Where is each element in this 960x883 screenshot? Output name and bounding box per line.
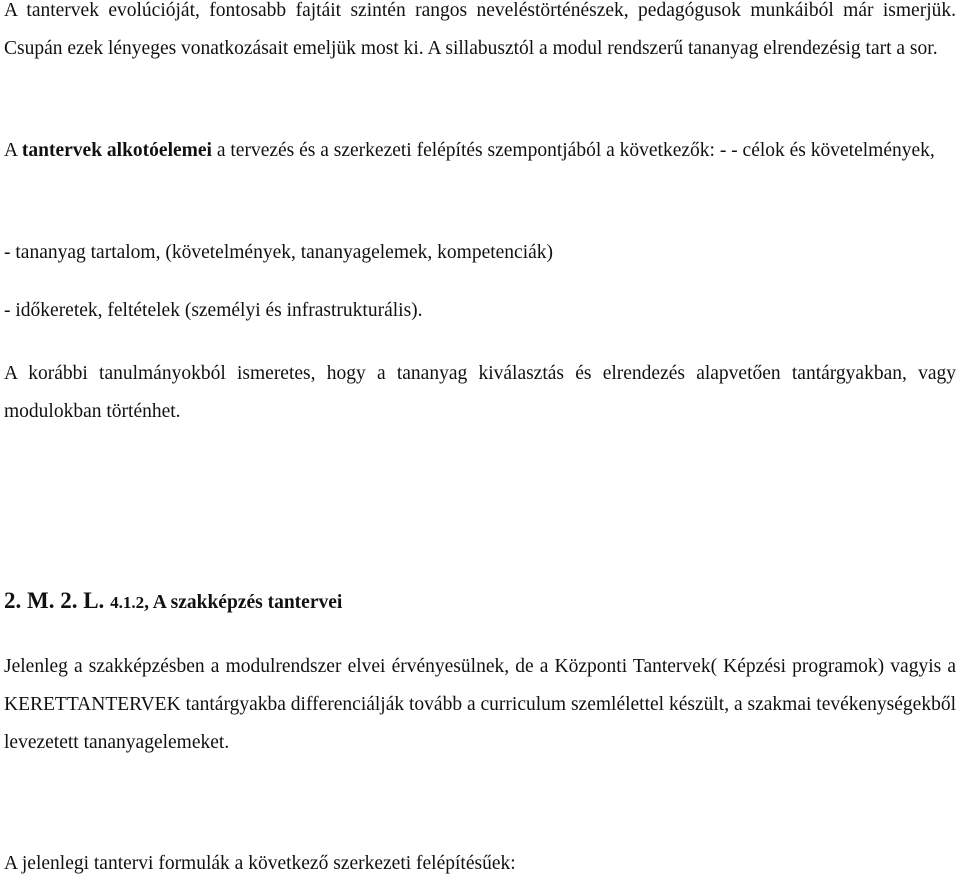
paragraph-tantervi-formulak: A jelenlegi tantervi formulák a következő szerkezeti felépítésűek: — [4, 853, 516, 874]
list-item-idokeretek: - időkeretek, feltételek (személyi és infrastrukturális). — [4, 300, 423, 321]
heading-subnumber: 4.1.2 — [110, 593, 145, 612]
paragraph-tanterv-alkotoelemek — [4, 132, 956, 170]
paragraph-rest-text: a tervezés és a szerkezeti felépítés szempontjából a következők: - - célok és követelmények, — [211, 140, 935, 161]
list-item-tananyag: - tananyag tartalom, (követelmények, tananyagelemek, kompetenciák) — [4, 242, 554, 263]
paragraph-tanterv-evolucio: A tantervek evolúcióját, fontosabb fajtáit szintén rangos neveléstörténészek, pedagógusok munkáiból már ismerjük. Csupán ezek lényeges vonatkozásait emeljük most ki. A sillabusztól a modul rendszerű tananyag elrendezésig tart a sor. — [4, 0, 956, 59]
paragraph-szakkepzes: Jelenleg a szakképzésben a modulrendszer elvei érvényesülnek, de a Központi Tantervek( Képzési programok) vagyis a KERETTANTERVEK tantárgyakba differenciálják tovább a curriculum szemlélettel készült, a szakmai tevékenységekből levezetett tananyagelemeket. — [4, 656, 956, 753]
paragraph-korabbi-tanulmanyok: A korábbi tanulmányokból ismeretes, hogy a tananyag kiválasztás és elrendezés alapvetően tantárgyakban, vagy modulokban történhet. — [4, 363, 956, 422]
bold-term: tantervek alkotóelemei — [21, 140, 212, 161]
section-heading — [4, 582, 956, 622]
heading-number: 2. M. 2. L. — [4, 588, 111, 613]
paragraph-lead-text: A — [4, 140, 22, 161]
heading-title: , A szakképzés tantervei — [144, 592, 343, 613]
